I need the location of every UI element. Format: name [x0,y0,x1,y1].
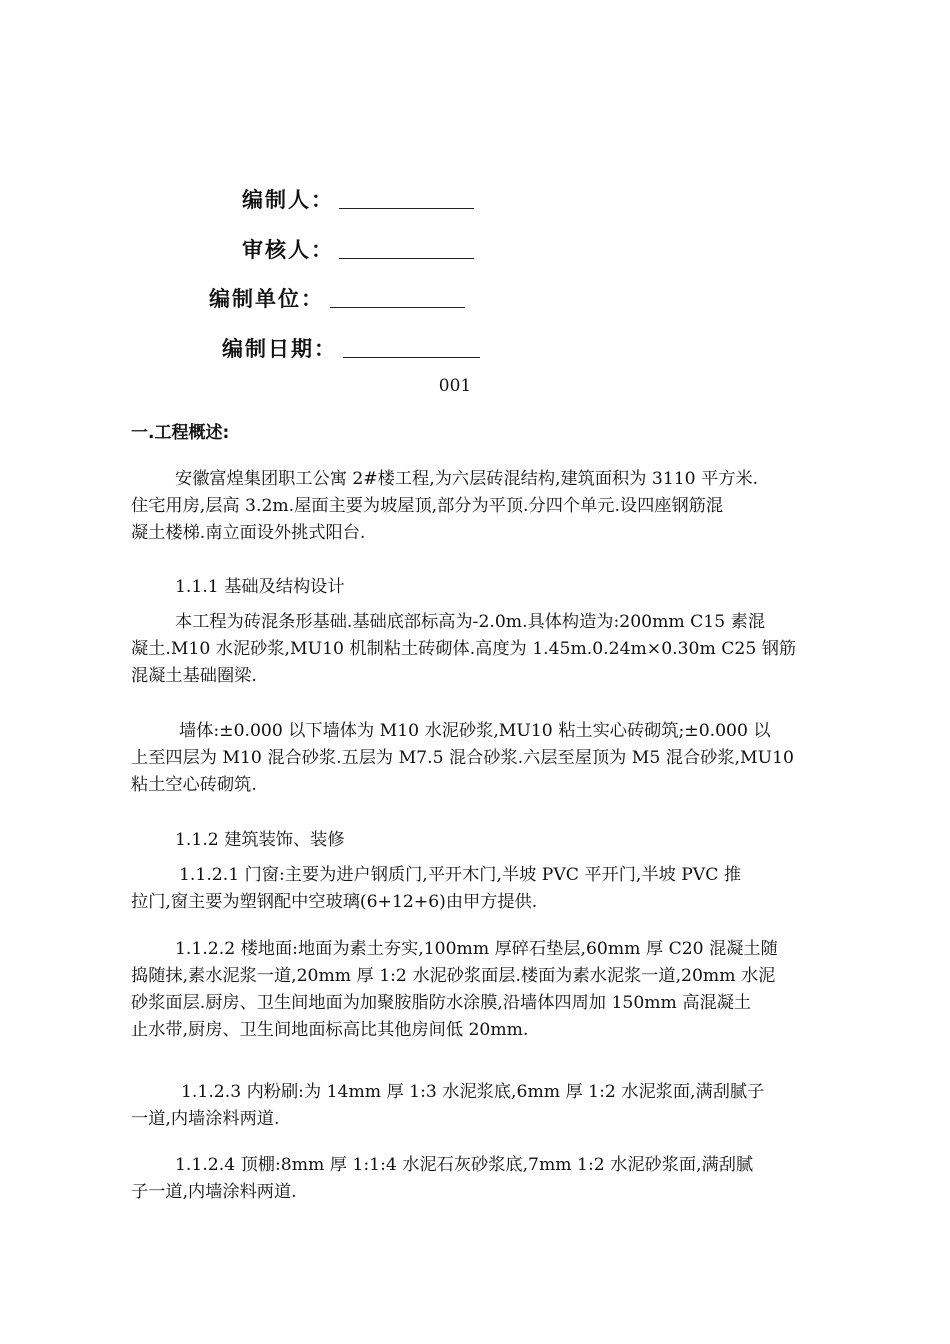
text-line: 1.1.2.3 内粉刷:为 14mm 厚 1:3 水泥浆底,6mm 厚 1:2 水泥浆面,满刮腻子 [181,1082,765,1102]
text-line: 1.1.2.1 门窗:主要为进户钢质门,平开木门,半坡 PVC 平开门,半坡 PVC 推 [179,865,742,885]
text-line: 墙体:±0.000 以下墙体为 M10 水泥砂浆,MU10 粘土实心砖砌筑;±0.000 以 [179,721,771,741]
text-line: 拉门,窗主要为塑钢配中空玻璃(6+12+6)由甲方提供. [131,892,538,912]
overview-paragraph [131,466,758,547]
text-line: 1.1.1 基础及结构设计 [175,577,345,597]
subheading-1-1-2 [175,827,345,854]
text-line: 1.1.2 建筑装饰、装修 [175,830,345,850]
text-line: 砂浆面层.厨房、卫生间地面为加聚胺脂防水涂膜,沿墙体四周加 150mm 高混凝土 [131,993,752,1013]
walls-paragraph [131,718,794,799]
compiler-row [0,180,950,220]
text-line: 住宅用房,层高 3.2m.屋面主要为坡屋顶,部分为平顶.分四个单元.设四座钢筋混 [131,496,724,516]
doors-windows-paragraph [131,862,741,916]
text-line: 凝土.M10 水泥砂浆,MU10 机制粘土砖砌体.高度为 1.45m.0.24m×0.30m C25 钢筋 [131,639,797,659]
text-line: 凝土楼梯.南立面设外挑式阳台. [131,523,366,543]
unit-row [0,279,950,319]
text-line: 粘土空心砖砌筑. [131,775,257,795]
compiler-label: 编制人： [242,188,334,212]
unit-label: 编制单位： [209,287,324,311]
subheading-1-1-1 [175,574,345,601]
text-line: 安徽富煌集团职工公寓 2#楼工程,为六层砖混结构,建筑面积为 3110 平方米. [175,469,759,489]
section-heading: 一.工程概述: [131,423,230,443]
text-line: 上至四层为 M10 混合砂浆.五层为 M7.5 混合砂浆.六层至屋顶为 M5 混合砂浆,MU10 [131,748,794,768]
reviewer-label: 审核人： [242,238,334,262]
page-number: 001 [438,376,472,396]
date-blank [343,357,480,358]
text-line: 子一道,内墙涂料两道. [131,1182,297,1202]
text-line: 一道,内墙涂料两道. [131,1109,280,1129]
floors-paragraph [131,936,778,1044]
text-line: 本工程为砖混条形基础.基础底部标高为-2.0m.具体构造为:200mm C15 素混 [175,612,766,632]
reviewer-row [0,230,950,270]
text-line: 止水带,厨房、卫生间地面标高比其他房间低 20mm. [131,1020,529,1040]
ceiling-paragraph [131,1152,753,1206]
text-line: 1.1.2.4 顶棚:8mm 厚 1:1:4 水泥石灰砂浆底,7mm 1:2 水泥砂浆面,满刮腻 [175,1155,754,1175]
text-line: 1.1.2.2 楼地面:地面为素土夯实,100mm 厚碎石垫层,60mm 厚 C20 混凝土随 [175,939,778,959]
unit-blank [330,307,465,308]
reviewer-blank [339,258,474,259]
foundation-paragraph [131,609,796,690]
text-line: 捣随抹,素水泥浆一道,20mm 厚 1:2 水泥砂浆面层.楼面为素水泥浆一道,20mm 水泥 [131,966,776,986]
text-line: 混凝土基础圈梁. [131,666,257,686]
compiler-blank [339,208,474,209]
interior-plaster-paragraph [131,1079,764,1133]
date-label: 编制日期： [222,337,337,361]
date-row [0,329,950,369]
